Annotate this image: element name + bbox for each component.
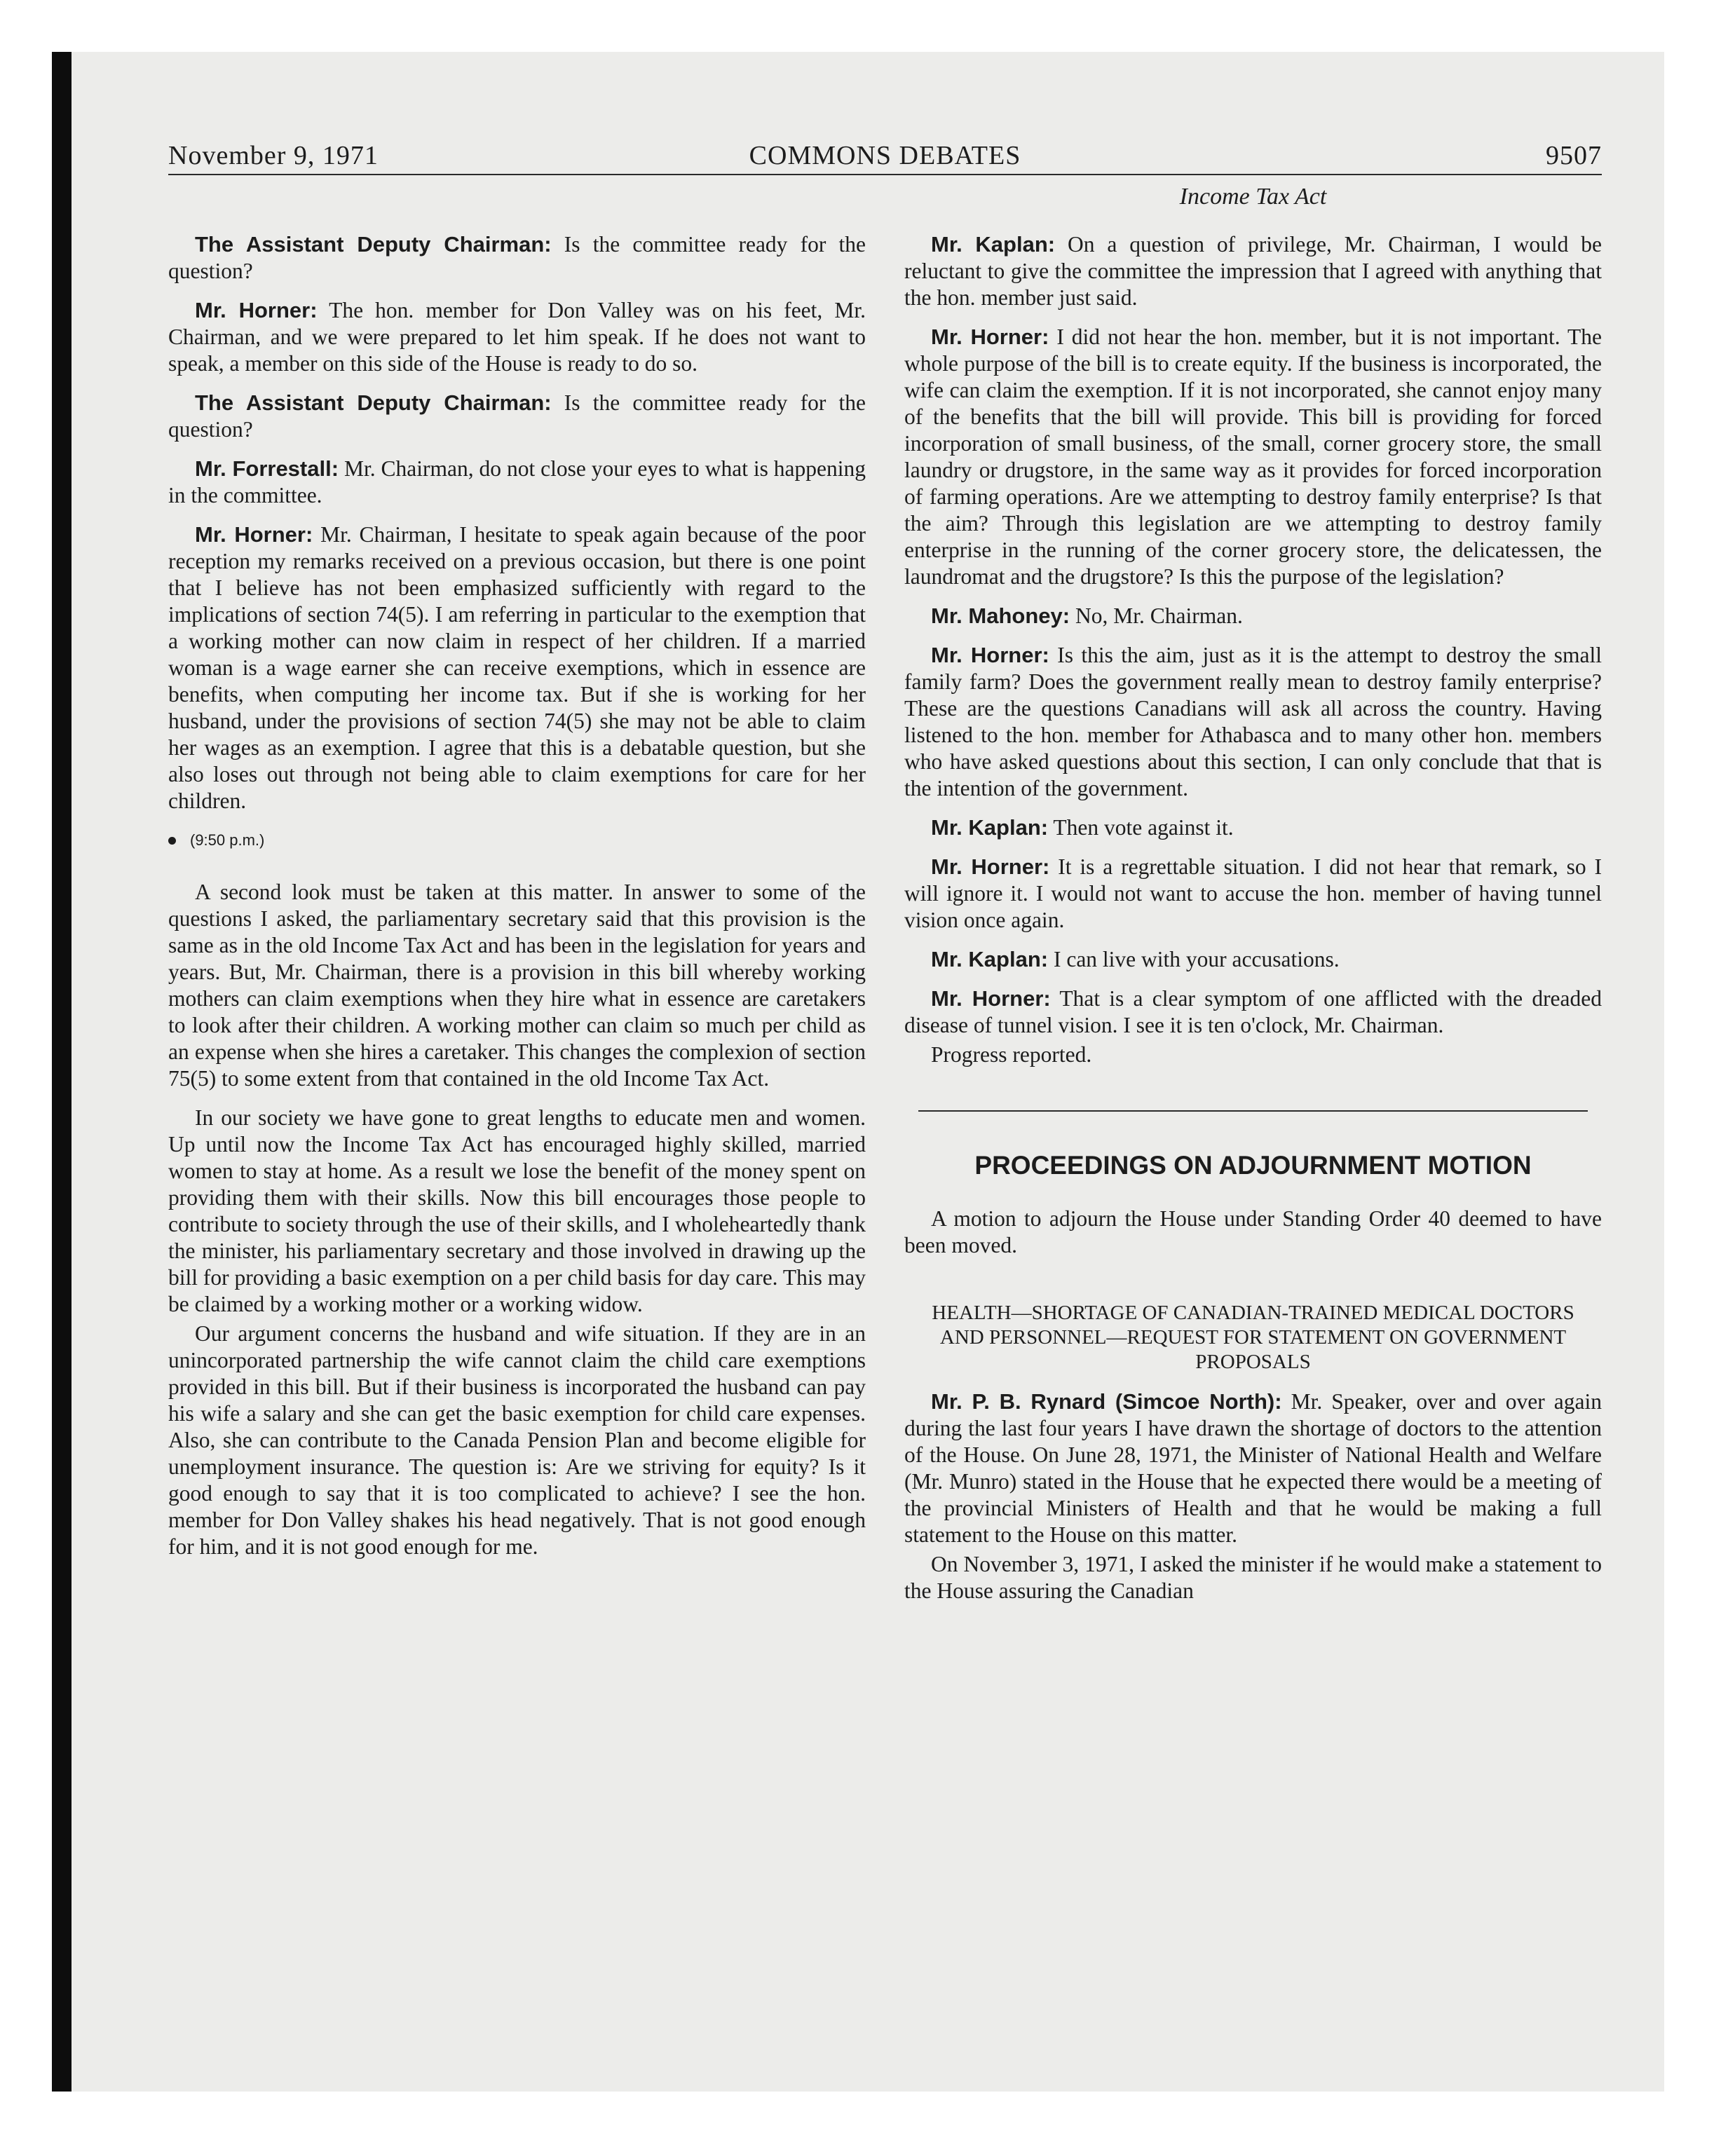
paragraph: A second look must be taken at this matter. In answer to some of the questions I asked, the parliamentary secretary said that this provision is the same as in the old Income Tax Act and has been in the legislation for years and years. But, Mr. Chairman, there is a provision in this bill whereby working mothers can claim exemptions when they hire what in essence are caretakers to look after their children. A working mother can claim so much per child as an expense when she hires a caretaker. This changes the complexion of section 75(5) to some extent from that contained in the old Income Tax Act. [168, 880, 866, 1091]
paragraph-text: That is a clear symptom of one afflicted with the dreaded disease of tunnel vision. I see it is ten o'clock, Mr. Chairman. [904, 986, 1602, 1037]
speaker-name: Mr. Horner: [931, 986, 1051, 1011]
paragraph-text: Is the committee ready for the question? [168, 390, 866, 442]
paragraph [904, 814, 1602, 841]
left-column [168, 231, 866, 1573]
paragraph [904, 231, 1602, 311]
paragraph [904, 854, 1602, 934]
speaker-name: Mr. Kaplan: [931, 815, 1049, 840]
paragraph-text: Mr. Speaker, over and over again during the last four years I have drawn the shortage of doctors to the attention of the House. On June 28, 1971, the Minister of National Health and Welfare (Mr. Munro) stated in the House that he expected there would be a meeting of the provincial Ministers of Health and that he would be making a full statement to the House on this matter. [904, 1389, 1603, 1547]
paragraph [168, 231, 866, 285]
paragraph [904, 642, 1602, 802]
speaker-name: Mr. Forrestall: [195, 456, 339, 481]
paragraph-text: Mr. Chairman, do not close your eyes to what is happening in the committee. [168, 456, 866, 507]
header-page-number: 9507 [1546, 141, 1602, 170]
speaker-name: The Assistant Deputy Chairman: [195, 390, 552, 415]
progress-note: Progress reported. [931, 1042, 1092, 1067]
speaker-name: Mr. P. B. Rynard (Simcoe North): [931, 1389, 1282, 1414]
speaker-name: Mr. Horner: [195, 298, 318, 322]
speaker-name: Mr. Horner: [931, 854, 1050, 879]
paragraph-text: Is the committee ready for the question? [168, 232, 866, 283]
paragraph [904, 985, 1602, 1039]
paragraph [168, 297, 866, 377]
page-header [168, 139, 1602, 175]
paragraph [904, 324, 1602, 590]
header-date: November 9, 1971 [168, 141, 379, 170]
timestamp-text: (9:50 p.m.) [190, 831, 265, 849]
speaker-name: Mr. Horner: [931, 325, 1049, 349]
timestamp [168, 827, 866, 854]
speaker-name: Mr. Mahoney: [931, 603, 1070, 628]
paragraph [168, 390, 866, 443]
paragraph-text: It is a regrettable situation. I did not hear that remark, so I will ignore it. I would not want to accuse the hon. member of having tunnel vision once again. [904, 854, 1602, 932]
paragraph [904, 603, 1602, 629]
paragraph-text: The hon. member for Don Valley was on his feet, Mr. Chairman, and we were prepared to let him speak. If he does not want to speak, a member on this side of the House is ready to do so. [168, 298, 866, 376]
speaker-name: Mr. Kaplan: [931, 947, 1049, 971]
paragraph [904, 1389, 1602, 1548]
paragraph-text: No, Mr. Chairman. [1070, 603, 1243, 628]
speaker-name: Mr. Kaplan: [931, 232, 1056, 257]
paragraph [904, 946, 1602, 973]
scan-edge [52, 52, 72, 2092]
topic-subheading: HEALTH—SHORTAGE OF CANADIAN-TRAINED MEDICAL DOCTORS AND PERSONNEL—REQUEST FOR STATEMENT ON GOVERNMENT PROPOSALS [932, 1302, 1574, 1373]
paragraph: Our argument concerns the husband and wife situation. If they are in an unincorporated partnership the wife cannot claim the child care exemptions provided in this bill. But if their business is incorporated the husband can pay his wife a salary and she can get the basic exemption for child care expenses. Also, she can contribute to the Canada Pension Plan and become eligible for unemployment insurance. The question is: Are we striving for equity? Is it good enough to say that it is too complicated to achieve? I see the hon. member for Don Valley shakes his head negatively. That is not good enough for him, and it is not good enough for me. [168, 1321, 866, 1559]
paragraph [168, 521, 866, 814]
header-title: COMMONS DEBATES [749, 141, 1021, 170]
paragraph: In our society we have gone to great lengths to educate men and women. Up until now the Income Tax Act has encouraged highly skilled, married women to stay at home. As a result we lose the benefit of the money spent on providing them with their skills. Now this bill encourages those people to contribute to society through the use of their skills, and I wholeheartedly thank the minister, his parliamentary secretary and those involved in drawing up the bill for providing a basic exemption on a per child basis for day care. This may be claimed by a working mother or a working widow. [168, 1105, 866, 1316]
paragraph-text: I can live with your accusations. [1048, 947, 1340, 971]
speaker-name: Mr. Horner: [195, 522, 313, 547]
paragraph-text: Mr. Chairman, I hesitate to speak again because of the poor reception my remarks received on a previous occasion, but there is one point that I believe has not been emphasized sufficiently with regard to the implications of section 74(5). I am referring in particular to the exemption that a working mother can now claim in respect of her children. If a married woman is a wage earner she can receive exemptions, which in essence are benefits, when computing her income tax. But if she is working for her husband, under the provisions of section 74(5) she may not be able to claim her wages as an exemption. I agree that this is a debatable question, but she also loses out through not being able to claim exemptions for care for her children. [168, 522, 866, 813]
paragraph: A motion to adjourn the House under Standing Order 40 deemed to have been moved. [904, 1206, 1602, 1257]
paragraph-text: Is this the aim, just as it is the attempt to destroy the small family farm? Does the government really mean to destroy family enterprise? These are the questions Canadians will ask all across the country. Having listened to the hon. member for Athabasca and to many other hon. members who have asked questions about this section, I can only conclude that that is the intention of the government. [904, 643, 1603, 800]
paragraph: On November 3, 1971, I asked the minister if he would make a statement to the House assuring the Canadian [904, 1552, 1602, 1603]
speaker-name: The Assistant Deputy Chairman: [195, 232, 552, 257]
speaker-name: Mr. Horner: [931, 643, 1049, 667]
paragraph [168, 456, 866, 509]
right-column [904, 231, 1602, 1617]
bullet-icon [168, 837, 176, 845]
paragraph-text: Then vote against it. [1048, 815, 1234, 840]
section-title: Income Tax Act [1179, 184, 1327, 210]
paragraph-text: I did not hear the hon. member, but it is not important. The whole purpose of the bill is to create equity. If the business is incorporated, the wife can claim the exemption. If it is not incorporated, she cannot enjoy many of the benefits that the bill will provide. This bill is providing for forced incorporation of small business, of the small, corner grocery store, the small laundry or drugstore, in the same way as it provides for forced incorporation of farming operations. Are we attempting to destroy family enterprise? Is that the aim? Through this legislation are we attempting to destroy family enterprise in the running of the corner grocery store, the delicatessen, the laundromat and the drugstore? Is this the purpose of the legislation? [904, 325, 1602, 589]
section-divider [918, 1110, 1588, 1112]
paragraph-text: On a question of privilege, Mr. Chairman, I would be reluctant to give the committee the impression that I agreed with anything that the hon. member just said. [904, 232, 1602, 310]
proceedings-heading: PROCEEDINGS ON ADJOURNMENT MOTION [974, 1151, 1532, 1180]
